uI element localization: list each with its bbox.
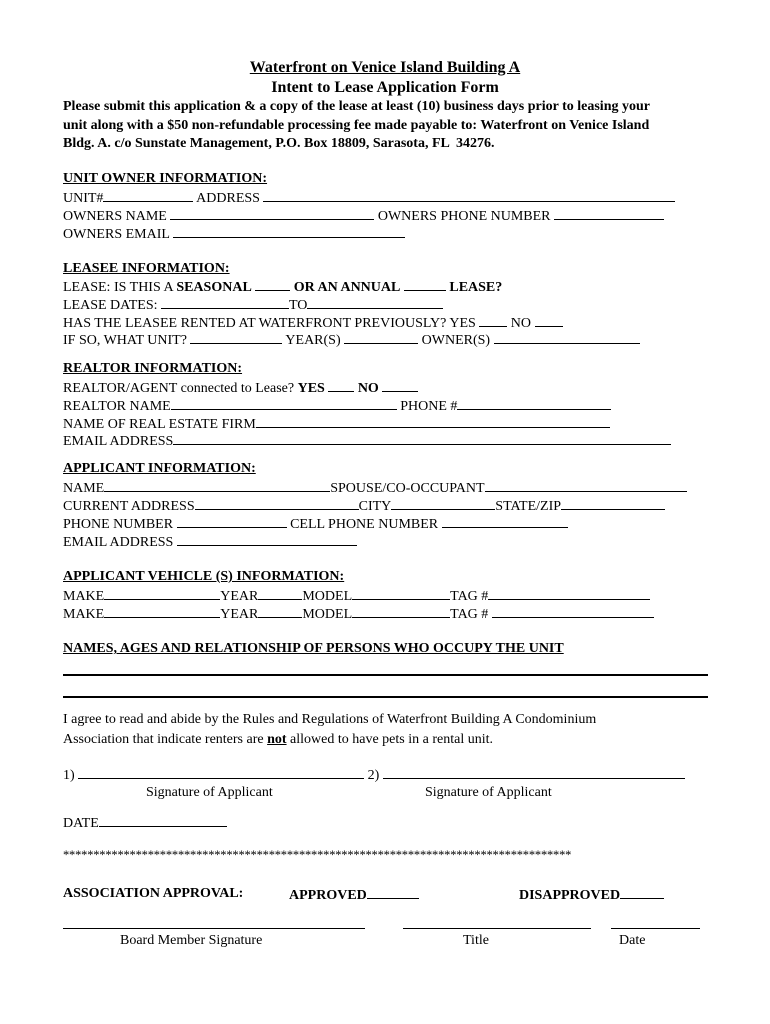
intro-line-1: Please submit this application & a copy of the lease at least (10) business days prior to leasing your <box>63 99 650 114</box>
owner-email-row <box>63 224 405 244</box>
applicant-address-row <box>63 496 665 516</box>
annual-label: OR AN ANNUAL <box>293 280 401 295</box>
applicant-email-label: EMAIL ADDRESS <box>63 535 174 550</box>
association-approval-label: ASSOCIATION APPROVAL: <box>63 886 244 901</box>
unit-field[interactable] <box>103 188 193 202</box>
agreement-line-2 <box>63 731 493 749</box>
owners-name-label: OWNERS NAME <box>63 209 167 224</box>
vehicle-row-2 <box>63 604 654 624</box>
make-label: MAKE <box>63 607 105 622</box>
year-label: YEAR <box>220 607 259 622</box>
lease-type-label: LEASE: IS THIS A <box>63 280 173 295</box>
agreement-text: Association that indicate renters are <box>63 732 268 747</box>
signature-number-2: 2) <box>367 768 380 783</box>
address-field[interactable] <box>263 188 675 202</box>
what-unit-field[interactable] <box>190 330 282 344</box>
owner-unit-row <box>63 188 675 208</box>
form-title: Waterfront on Venice Island Building A <box>249 59 521 76</box>
owners-name-field[interactable] <box>170 206 374 220</box>
make-field-1[interactable] <box>104 586 220 600</box>
annual-field[interactable] <box>404 277 446 291</box>
applicant-phone-field[interactable] <box>177 514 287 528</box>
lease-start-field[interactable] <box>161 295 289 309</box>
realtor-name-row <box>63 396 611 416</box>
seasonal-label: SEASONAL <box>176 280 252 295</box>
year-label: YEAR <box>220 589 259 604</box>
state-zip-field[interactable] <box>561 496 665 510</box>
approved-field[interactable] <box>367 885 419 899</box>
model-label: MODEL <box>302 607 353 622</box>
state-zip-label: STATE/ZIP <box>495 499 562 514</box>
applicant-name-label: NAME <box>63 481 105 496</box>
model-field-1[interactable] <box>352 586 450 600</box>
owners-email-label: OWNERS EMAIL <box>63 227 170 242</box>
make-label: MAKE <box>63 589 105 604</box>
applicant-signature-2[interactable] <box>383 765 685 779</box>
applicant-heading: APPLICANT INFORMATION: <box>63 461 256 476</box>
vehicle-heading: APPLICANT VEHICLE (S) INFORMATION: <box>63 569 345 584</box>
signature-number-1: 1) <box>63 768 75 783</box>
board-signature-caption: Board Member Signature <box>120 933 263 948</box>
owners-phone-field[interactable] <box>554 206 664 220</box>
realtor-yes-label: YES <box>297 381 325 396</box>
unit-label: UNIT# <box>63 191 104 206</box>
realtor-name-label: REALTOR NAME <box>63 399 171 414</box>
tag-field-1[interactable] <box>488 586 650 600</box>
owners-phone-label: OWNERS PHONE NUMBER <box>377 209 551 224</box>
cell-phone-field[interactable] <box>442 514 568 528</box>
year-field-2[interactable] <box>258 604 302 618</box>
realtor-email-row <box>63 431 671 451</box>
realtor-firm-field[interactable] <box>256 414 610 428</box>
intro-line-2: unit along with a $50 non-refundable processing fee made payable to: Waterfront on Venice Island <box>63 118 650 133</box>
lease-end-field[interactable] <box>307 295 443 309</box>
date-label: DATE <box>63 816 99 831</box>
years-field[interactable] <box>344 330 418 344</box>
city-label: CITY <box>358 499 392 514</box>
agreement-line-1: I agree to read and abide by the Rules and Regulations of Waterfront Building A Condominium <box>63 712 597 727</box>
current-address-field[interactable] <box>195 496 359 510</box>
approved-row <box>289 885 419 905</box>
date-caption: Date <box>619 933 646 948</box>
realtor-phone-label: PHONE # <box>400 399 458 414</box>
spouse-label: SPOUSE/CO-OCCUPANT <box>330 481 485 496</box>
applicant-email-row <box>63 532 357 552</box>
intro-line-3: Bldg. A. c/o Sunstate Management, P.O. Box 18809, Sarasota, FL 34276. <box>63 136 495 151</box>
current-address-label: CURRENT ADDRESS <box>63 499 195 514</box>
board-signature-line[interactable] <box>63 928 365 929</box>
occupants-line-1[interactable] <box>63 674 708 676</box>
date-field[interactable] <box>99 813 227 827</box>
lease-dates-label: LEASE DATES: <box>63 298 158 313</box>
realtor-no-label: NO <box>357 381 379 396</box>
make-field-2[interactable] <box>104 604 220 618</box>
rented-yes-field[interactable] <box>479 313 507 327</box>
applicant-email-field[interactable] <box>177 532 357 546</box>
owner-heading: UNIT OWNER INFORMATION: <box>63 171 268 186</box>
disapproved-row <box>519 885 664 905</box>
rented-no-field[interactable] <box>535 313 563 327</box>
owners-email-field[interactable] <box>173 224 405 238</box>
signature-caption-1: Signature of Applicant <box>146 785 273 800</box>
title-line[interactable] <box>403 928 591 929</box>
realtor-heading: REALTOR INFORMATION: <box>63 361 243 376</box>
realtor-no-field[interactable] <box>382 378 418 392</box>
leasee-heading: LEASEE INFORMATION: <box>63 261 230 276</box>
tag-label: TAG # <box>450 607 489 622</box>
previous-unit-row <box>63 330 640 350</box>
agreement-not: not <box>267 732 287 747</box>
lease-type-row <box>63 277 502 297</box>
seasonal-field[interactable] <box>255 277 290 291</box>
tag-field-2[interactable] <box>492 604 654 618</box>
agreement-text-end: allowed to have pets in a rental unit. <box>286 732 493 747</box>
year-field-1[interactable] <box>258 586 302 600</box>
applicant-name-field[interactable] <box>104 478 330 492</box>
years-label: YEAR(S) <box>285 333 341 348</box>
applicant-phone-row <box>63 514 568 534</box>
signature-caption-2: Signature of Applicant <box>425 785 552 800</box>
realtor-name-field[interactable] <box>171 396 397 410</box>
rented-no-label: NO <box>510 316 532 331</box>
what-unit-label: IF SO, WHAT UNIT? <box>63 333 187 348</box>
owner-name-row <box>63 206 664 226</box>
disapproved-label: DISAPPROVED <box>519 888 621 903</box>
to-label: TO <box>289 298 308 313</box>
model-field-2[interactable] <box>352 604 450 618</box>
city-field[interactable] <box>391 496 495 510</box>
realtor-connected-row <box>63 378 418 398</box>
realtor-yes-field[interactable] <box>328 378 354 392</box>
applicant-name-row <box>63 478 687 498</box>
realtor-connected-label: REALTOR/AGENT connected to Lease? <box>63 381 295 396</box>
approved-label: APPROVED <box>289 888 367 903</box>
spouse-field[interactable] <box>485 478 687 492</box>
rented-previously-label: HAS THE LEASEE RENTED AT WATERFRONT PREVIOUSLY? YES <box>63 316 476 331</box>
owners-field[interactable] <box>494 330 640 344</box>
realtor-email-label: EMAIL ADDRESS <box>63 434 174 449</box>
approval-date-line[interactable] <box>611 928 700 929</box>
cell-phone-label: CELL PHONE NUMBER <box>290 517 439 532</box>
tag-label: TAG # <box>450 589 489 604</box>
address-label: ADDRESS <box>196 191 260 206</box>
date-row <box>63 813 227 833</box>
form-subtitle: Intent to Lease Application Form <box>271 79 499 96</box>
disapproved-field[interactable] <box>620 885 664 899</box>
realtor-email-field[interactable] <box>173 431 671 445</box>
realtor-firm-label: NAME OF REAL ESTATE FIRM <box>63 417 256 432</box>
lease-question-end: LEASE? <box>449 280 503 295</box>
owners-label: OWNER(S) <box>421 333 491 348</box>
signature-row <box>63 765 685 785</box>
applicant-signature-1[interactable] <box>78 765 364 779</box>
model-label: MODEL <box>302 589 353 604</box>
title-caption: Title <box>463 933 489 948</box>
occupants-line-2[interactable] <box>63 696 708 698</box>
realtor-phone-field[interactable] <box>457 396 611 410</box>
occupants-heading: NAMES, AGES AND RELATIONSHIP OF PERSONS WHO OCCUPY THE UNIT <box>63 641 564 656</box>
applicant-phone-label: PHONE NUMBER <box>63 517 174 532</box>
vehicle-row-1 <box>63 586 650 606</box>
separator-stars: ************************************************************************************ <box>63 848 572 862</box>
lease-dates-row <box>63 295 443 315</box>
